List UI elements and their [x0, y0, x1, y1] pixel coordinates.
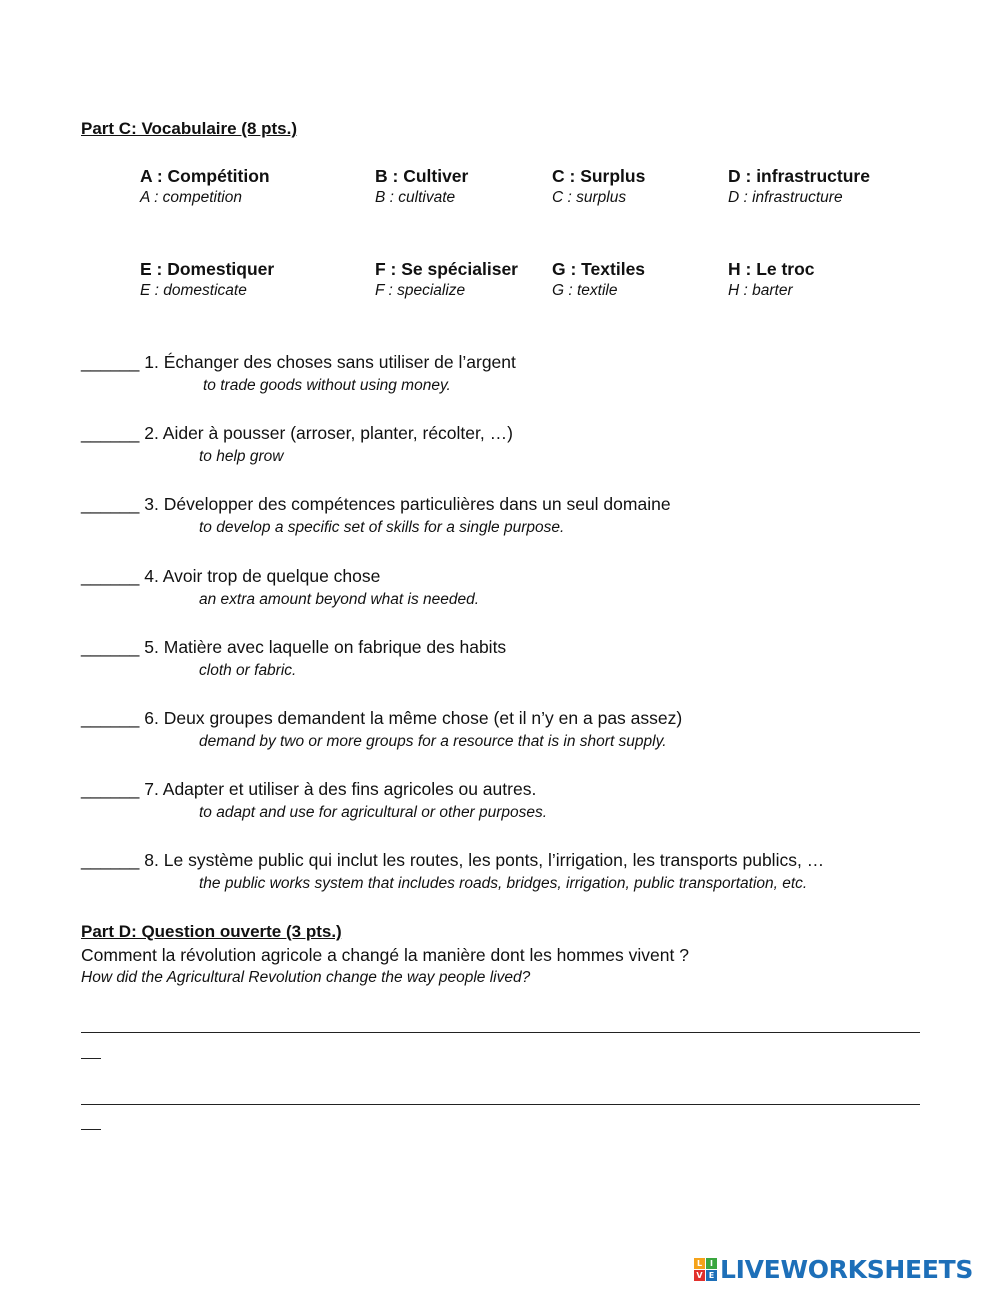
liveworksheets-logo	[694, 1252, 973, 1286]
term-h	[728, 258, 815, 302]
term-english: G : textile	[552, 282, 618, 299]
term-f	[375, 258, 518, 302]
question-english: the public works system that includes roads, bridges, irrigation, public transportation, etc.	[199, 875, 808, 892]
answer-line[interactable]	[81, 1032, 920, 1033]
logo-letter: E	[706, 1270, 717, 1281]
term-e	[140, 258, 274, 302]
answer-line-continuation	[81, 1129, 101, 1130]
term-french: G : Textiles	[552, 259, 646, 279]
term-french: C : Surplus	[552, 166, 646, 186]
question-english: to help grow	[199, 448, 284, 465]
term-french: F : Se spécialiser	[375, 259, 518, 279]
question-2	[81, 422, 513, 468]
question-3	[81, 493, 671, 539]
question-english: demand by two or more groups for a resource that is in short supply.	[199, 733, 667, 750]
term-english: C : surplus	[552, 189, 627, 206]
term-english: F : specialize	[375, 282, 466, 299]
term-b	[375, 165, 468, 209]
answer-blank[interactable]: ______	[81, 850, 140, 870]
term-english: B : cultivate	[375, 189, 456, 206]
open-question-french: Comment la révolution agricole a changé la manière dont les hommes vivent ?	[81, 945, 689, 965]
answer-blank[interactable]: ______	[81, 637, 140, 657]
logo-letter: V	[694, 1270, 705, 1281]
answer-line[interactable]	[81, 1104, 920, 1105]
answer-line-continuation	[81, 1058, 101, 1059]
term-c	[552, 165, 645, 209]
term-english: A : competition	[140, 189, 242, 206]
logo-mark-icon	[694, 1258, 717, 1281]
answer-blank[interactable]: ______	[81, 494, 140, 514]
term-french: B : Cultiver	[375, 166, 469, 186]
term-french: D : infrastructure	[728, 166, 870, 186]
question-4	[81, 565, 479, 611]
logo-letter: I	[706, 1258, 717, 1269]
term-d	[728, 165, 870, 209]
term-english: H : barter	[728, 282, 793, 299]
term-french: A : Compétition	[140, 166, 270, 186]
answer-blank[interactable]: ______	[81, 566, 140, 586]
term-g	[552, 258, 645, 302]
part-c-title: Part C: Vocabulaire (8 pts.)	[81, 119, 298, 138]
question-french: 6. Deux groupes demandent la même chose (et il n’y en a pas assez)	[144, 708, 683, 728]
question-english: to adapt and use for agricultural or other purposes.	[199, 804, 548, 821]
question-french: 5. Matière avec laquelle on fabrique des habits	[144, 637, 507, 657]
term-english: D : infrastructure	[728, 189, 843, 206]
answer-blank[interactable]: ______	[81, 779, 140, 799]
question-french: 8. Le système public qui inclut les routes, les ponts, l’irrigation, les transports publics, …	[144, 850, 825, 870]
question-1	[81, 351, 516, 397]
answer-blank[interactable]: ______	[81, 423, 140, 443]
question-english: an extra amount beyond what is needed.	[199, 591, 480, 608]
term-french: H : Le troc	[728, 259, 815, 279]
term-french: E : Domestiquer	[140, 259, 275, 279]
question-7	[81, 778, 547, 824]
question-8	[81, 849, 824, 895]
question-english: to develop a specific set of skills for a single purpose.	[199, 519, 565, 536]
term-english: E : domesticate	[140, 282, 247, 299]
question-french: 1. Échanger des choses sans utiliser de l’argent	[144, 352, 516, 372]
logo-letter: L	[694, 1258, 705, 1269]
question-english: cloth or fabric.	[199, 662, 297, 679]
question-french: 2. Aider à pousser (arroser, planter, récolter, …)	[144, 423, 513, 443]
question-5	[81, 636, 506, 682]
logo-text: LIVEWORKSHEETS	[720, 1254, 974, 1284]
question-english: to trade goods without using money.	[203, 377, 451, 394]
term-a	[140, 165, 270, 209]
question-french: 3. Développer des compétences particulières dans un seul domaine	[144, 494, 671, 514]
question-french: 4. Avoir trop de quelque chose	[144, 566, 381, 586]
question-6	[81, 707, 682, 753]
answer-blank[interactable]: ______	[81, 708, 140, 728]
question-french: 7. Adapter et utiliser à des fins agricoles ou autres.	[144, 779, 537, 799]
answer-blank[interactable]: ______	[81, 352, 140, 372]
part-d-title: Part D: Question ouverte (3 pts.)	[81, 922, 342, 941]
open-question-english: How did the Agricultural Revolution change the way people lived?	[81, 969, 531, 986]
